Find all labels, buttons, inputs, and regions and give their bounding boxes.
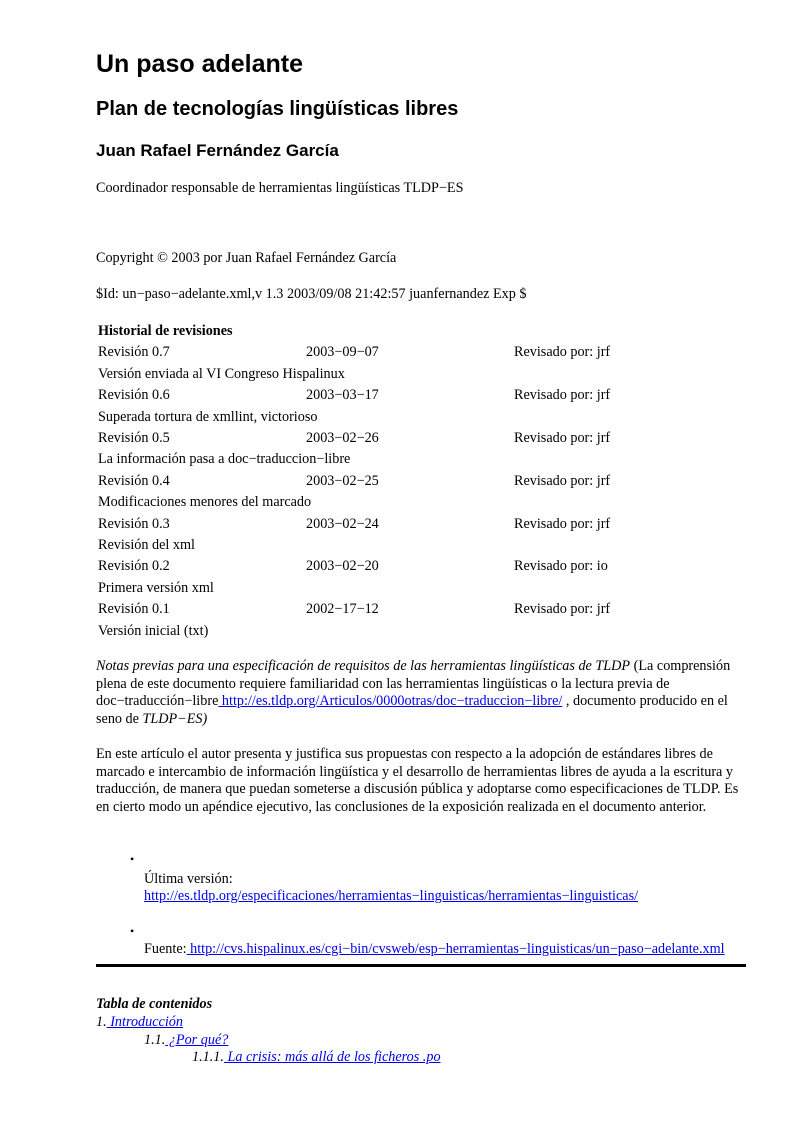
- revision-note-row: [98, 449, 658, 470]
- toc-item: [144, 1032, 228, 1049]
- revision-note: Revisión del xml: [98, 537, 195, 554]
- revision-history-table: [98, 321, 658, 642]
- revision-note: Modificaciones menores del marcado: [98, 494, 312, 511]
- revision-row: [98, 514, 658, 535]
- toc-item-number: 1.1.: [144, 1032, 166, 1048]
- revision-date: 2003−03−17: [306, 387, 379, 404]
- revision-history-heading: Historial de revisiones: [98, 323, 233, 339]
- revision-author: Revisado por: jrf: [514, 515, 611, 532]
- page-title: Un paso adelante: [96, 50, 303, 78]
- intro-paragraph: En este artículo el autor presenta y justifica sus propuestas con respecto a la adopción de estándares libres de marcado e intercambio de información lingüística y el desarrollo de herramientas libres de ayuda a la escritura y traducción, de manera que puedan someterse a discusión pública y adoptarse como especificaciones de TLDP. Es en cierto modo un apéndice ejecutivo, las conclusiones de la exposición realizada en el documento anterior.: [96, 746, 739, 815]
- revision-row: [98, 428, 658, 449]
- toc-item: [96, 1014, 183, 1031]
- revision-note: Versión enviada al VI Congreso Hispalinux: [98, 365, 345, 382]
- abstract-text-a: (La comprensión plena de este documento requiere familiaridad con las herramientas lingüísticas o la lectura previa de doc−traducción−libre: [96, 658, 731, 710]
- author-role: Coordinador responsable de herramientas lingüísticas TLDP−ES: [96, 180, 464, 196]
- revision-row: [98, 471, 658, 492]
- revision-date: 2003−09−07: [306, 344, 379, 361]
- list-bullet: •: [130, 852, 135, 866]
- revision-version: Revisión 0.6: [98, 387, 170, 404]
- abstract-paragraph: [96, 658, 746, 728]
- revision-note: Primera versión xml: [98, 579, 214, 596]
- author-name: Juan Rafael Fernández García: [96, 141, 339, 160]
- revision-note-row: [98, 364, 658, 385]
- revision-note-row: [98, 535, 658, 556]
- source-item: [144, 941, 725, 959]
- revision-note: Versión inicial (txt): [98, 622, 209, 639]
- copyright-notice: Copyright © 2003 por Juan Rafael Fernández García: [96, 250, 397, 266]
- revision-note-row: [98, 492, 658, 513]
- revision-date: 2003−02−20: [306, 558, 379, 575]
- revision-date: 2003−02−25: [306, 472, 379, 489]
- toc-link-por-que[interactable]: ¿Por qué?: [165, 1032, 229, 1048]
- revision-version: Revisión 0.4: [98, 472, 170, 489]
- revision-note-row: [98, 621, 658, 642]
- revision-version: Revisión 0.1: [98, 601, 170, 618]
- revision-author: Revisado por: jrf: [514, 387, 611, 404]
- toc-item: [192, 1049, 441, 1066]
- revision-version: Revisión 0.3: [98, 515, 170, 532]
- revision-row: [98, 556, 658, 577]
- toc-title: Tabla de contenidos: [96, 996, 213, 1012]
- revision-date: 2002−17−12: [306, 601, 379, 618]
- toc-link-la-crisis[interactable]: La crisis: más allá de los ficheros .po: [223, 1049, 441, 1065]
- latest-version-link[interactable]: http://es.tldp.org/especificaciones/herramientas−linguisticas/herramientas−linguisticas/: [144, 888, 639, 904]
- revision-author: Revisado por: jrf: [514, 430, 611, 447]
- latest-version-label: Última versión:: [144, 871, 233, 887]
- revision-date: 2003−02−26: [306, 430, 379, 447]
- cvs-id: $Id: un−paso−adelante.xml,v 1.3 2003/09/08 21:42:57 juanfernandez Exp $: [96, 286, 527, 302]
- revision-note: La información pasa a doc−traduccion−libre: [98, 451, 351, 468]
- list-bullet: •: [130, 924, 135, 938]
- revision-author: Revisado por: jrf: [514, 601, 611, 618]
- abstract-text-b: , documento producido en el seno de: [96, 693, 728, 727]
- revision-version: Revisión 0.5: [98, 430, 170, 447]
- revision-row: [98, 342, 658, 363]
- revision-author: Revisado por: jrf: [514, 472, 611, 489]
- horizontal-rule: [96, 964, 746, 967]
- revision-version: Revisión 0.2: [98, 558, 170, 575]
- abstract-tail: TLDP−ES): [142, 710, 208, 727]
- revision-note-row: [98, 578, 658, 599]
- source-link[interactable]: http://cvs.hispalinux.es/cgi−bin/cvsweb/esp−herramientas−linguisticas/un−paso−adelante.xml: [186, 941, 725, 957]
- doc-traduccion-libre-link[interactable]: http://es.tldp.org/Articulos/0000otras/doc−traduccion−libre/: [218, 693, 563, 710]
- revision-date: 2003−02−24: [306, 515, 379, 532]
- abstract-lead: Notas previas para una especificación de requisitos de las herramientas lingüísticas de TLDP: [96, 658, 631, 674]
- toc-link-introduccion[interactable]: Introducción: [106, 1014, 183, 1030]
- page-subtitle: Plan de tecnologías lingüísticas libres: [96, 98, 459, 120]
- source-label: Fuente:: [144, 941, 187, 957]
- revision-author: Revisado por: jrf: [514, 344, 611, 361]
- toc-item-number: 1.1.1.: [192, 1049, 224, 1065]
- toc-item-number: 1.: [96, 1014, 107, 1030]
- revision-author: Revisado por: io: [514, 558, 608, 575]
- revision-row: [98, 385, 658, 406]
- revision-note-row: [98, 407, 658, 428]
- revision-note: Superada tortura de xmllint, victorioso: [98, 408, 318, 425]
- revision-row: [98, 599, 658, 620]
- revision-version: Revisión 0.7: [98, 344, 170, 361]
